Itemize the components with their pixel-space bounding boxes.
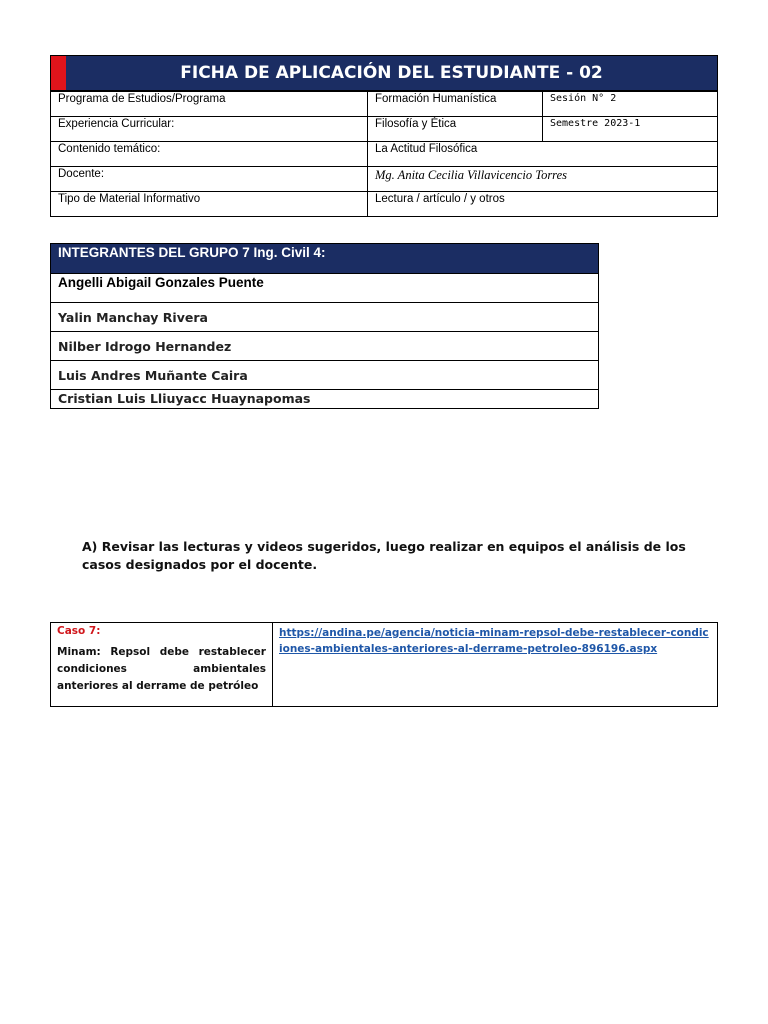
info-value: Filosofía y Ética	[368, 117, 543, 142]
teacher-name: Mg. Anita Cecilia Villavicencio Torres	[368, 167, 718, 192]
info-label: Experiencia Curricular:	[51, 117, 368, 142]
semester: Semestre 2023-1	[543, 117, 718, 142]
member-name: Yalin Manchay Rivera	[51, 303, 599, 332]
info-label: Programa de Estudios/Programa	[51, 92, 368, 117]
info-table	[50, 91, 718, 217]
case-table	[50, 622, 718, 707]
member-name: Cristian Luis Lliuyacc Huaynapomas	[51, 390, 599, 409]
info-value: La Actitud Filosófica	[368, 142, 718, 167]
member-name: Angelli Abigail Gonzales Puente	[51, 274, 599, 303]
case-link[interactable]: https://andina.pe/agencia/noticia-minam-repsol-debe-restablecer-condiciones-ambientales-anteriores-al-derrame-petroleo-896196.aspx	[279, 627, 709, 655]
info-label: Contenido temático:	[51, 142, 368, 167]
member-name: Luis Andres Muñante Caira	[51, 361, 599, 390]
member-name: Nilber Idrogo Hernandez	[51, 332, 599, 361]
page-title: FICHA DE APLICACIÓN DEL ESTUDIANTE - 02	[180, 63, 603, 83]
info-value: Formación Humanística	[368, 92, 543, 117]
case-title: Minam: Repsol debe restablecer condiciones ambientales anteriores al derrame de petróleo	[57, 646, 266, 692]
table-row	[51, 117, 718, 142]
table-row	[51, 192, 718, 217]
header-banner	[50, 55, 718, 91]
header-accent-strip	[51, 56, 66, 90]
info-label: Docente:	[51, 167, 368, 192]
table-row	[51, 142, 718, 167]
table-row	[51, 167, 718, 192]
instruction-text: A) Revisar las lecturas y videos sugeridos, luego realizar en equipos el análisis de los casos designados por el docente.	[82, 539, 686, 572]
info-value: Lectura / artículo / y otros	[368, 192, 718, 217]
table-row	[51, 92, 718, 117]
case-link-cell	[273, 623, 718, 707]
case-description-cell	[51, 623, 273, 707]
session-number: Sesión N° 2	[543, 92, 718, 117]
case-label: Caso 7:	[57, 625, 101, 637]
group-members-table	[50, 243, 599, 409]
group-heading: INTEGRANTES DEL GRUPO 7 Ing. Civil 4:	[51, 244, 599, 274]
info-label: Tipo de Material Informativo	[51, 192, 368, 217]
